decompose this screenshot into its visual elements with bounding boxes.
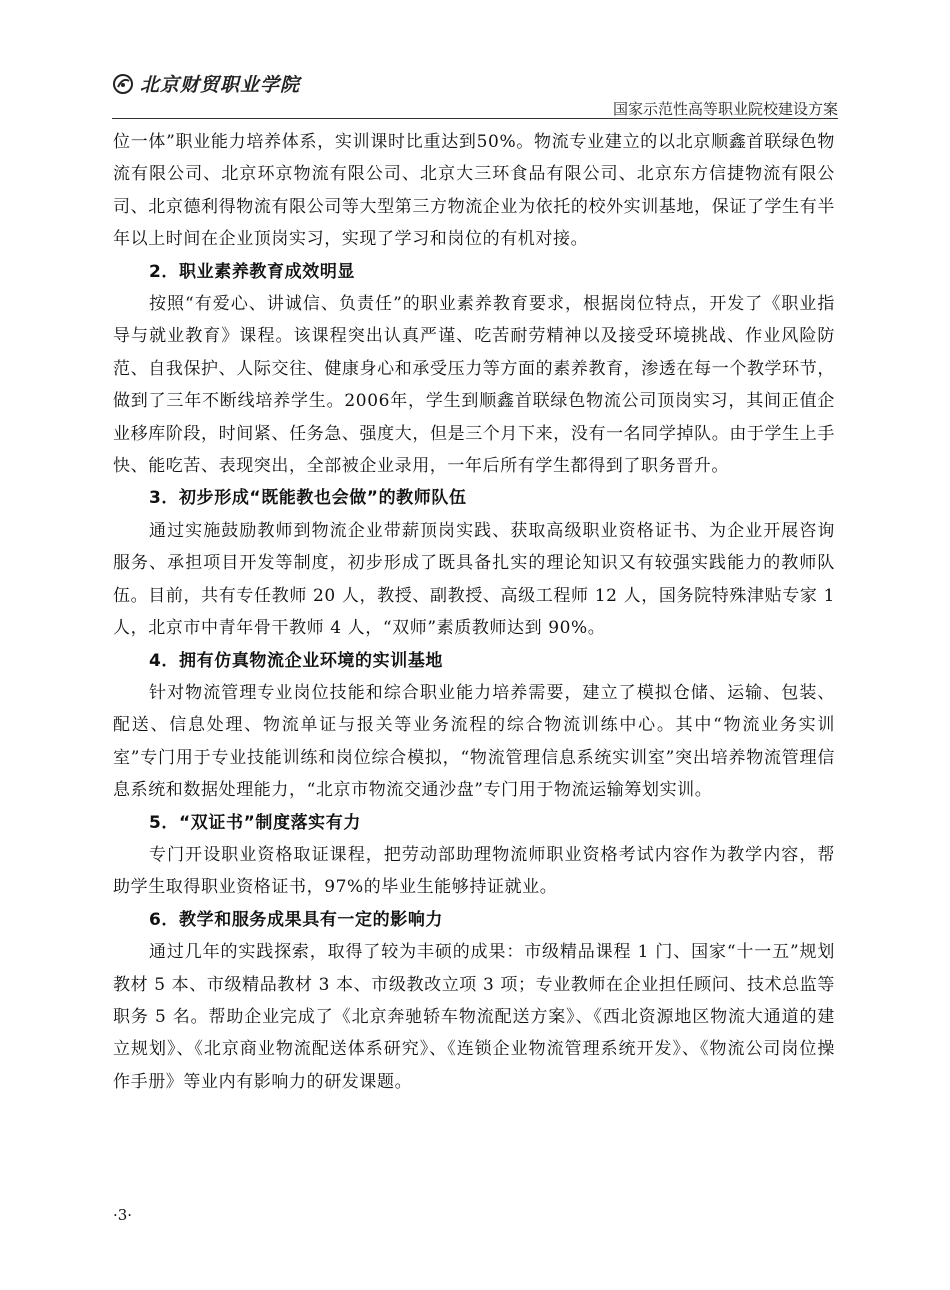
page-number: ·3· (113, 1206, 133, 1224)
paragraph-continued: 位一体”职业能力培养体系，实训课时比重达到50%。物流专业建立的以北京顺鑫首联绿色物流有限公司、北京环京物流有限公司、北京大三环食品有限公司、北京东方信捷物流有限公司、北京德利得物流有限公司等大型第三方物流企业为依托的校外实训基地，保证了学生有半年以上时间在企业顶岗实习，实现了学习和岗位的有机对接。 (113, 132, 835, 250)
page-content (113, 126, 835, 1098)
document-title: 国家示范性高等职业院校建设方案 (612, 100, 838, 118)
paragraph-section-3: 通过实施鼓励教师到物流企业带薪顶岗实践、获取高级职业资格证书、为企业开展咨询服务、承担项目开发等制度，初步形成了既具备扎实的理论知识又有较强实践能力的教师队伍。目前，共有专任教师 20 人，教授、副教授、高级工程师 12 人，国务院特殊津贴专家 1 人，北京市中青年骨干教师 4 人，“双师”素质教师达到 90%。 (113, 520, 835, 639)
paragraph-section-4: 针对物流管理专业岗位技能和综合职业能力培养需要，建立了模拟仓储、运输、包装、配送、信息处理、物流单证与报关等业务流程的综合物流训练中心。其中“物流业务实训室”专门用于专业技能训练和岗位综合模拟，“物流管理信息系统实训室”突出培养物流管理信息系统和数据处理能力，“北京市物流交通沙盘”专门用于物流运输筹划实训。 (113, 682, 835, 801)
paragraph-section-5: 专门开设职业资格取证课程，把劳动部助理物流师职业资格考试内容作为教学内容，帮助学生取得职业资格证书，97%的毕业生能够持证就业。 (113, 844, 835, 898)
header-divider (112, 118, 838, 119)
section-heading-5: 5．“双证书”制度落实有力 (149, 812, 361, 833)
paragraph-section-6: 通过几年的实践探索，取得了较为丰硕的成果：市级精品课程 1 门、国家“十一五”规划教材 5 本、市级精品教材 3 本、市级教改立项 3 项；专业教师在企业担任顾问、技术总监等职务 5 名。帮助企业完成了《北京奔驰轿车物流配送方案》、《西北资源地区物流大通道的建立规划》、《北京商业物流配送体系研究》、《连锁企业物流管理系统开发》、《物流公司岗位操作手册》等业内有影响力的研发课题。 (113, 942, 835, 1092)
section-heading-3: 3．初步形成“既能教也会做”的教师队伍 (149, 488, 467, 509)
section-heading-2: 2．职业素养教育成效明显 (149, 261, 356, 282)
paragraph-section-2: 按照“有爱心、讲诚信、负责任”的职业素养教育要求，根据岗位特点，开发了《职业指导与就业教育》课程。该课程突出认真严谨、吃苦耐劳精神以及接受环境挑战、作业风险防范、自我保护、人际交往、健康身心和承受压力等方面的素养教育，渗透在每一个教学环节，做到了三年不断线培养学生。2006年，学生到顺鑫首联绿色物流公司顶岗实习，其间正值企业移库阶段，时间紧、任务急、强度大，但是三个月下来，没有一名同学掉队。由于学生上手快、能吃苦、表现突出，全部被企业录用，一年后所有学生都得到了职务晋升。 (113, 294, 835, 477)
section-heading-6: 6．教学和服务成果具有一定的影响力 (149, 909, 444, 930)
school-logo-icon (112, 73, 134, 95)
section-heading-4: 4．拥有仿真物流企业环境的实训基地 (149, 650, 444, 671)
school-name: 北京财贸职业学院 (140, 74, 301, 96)
header-logo (112, 70, 300, 97)
